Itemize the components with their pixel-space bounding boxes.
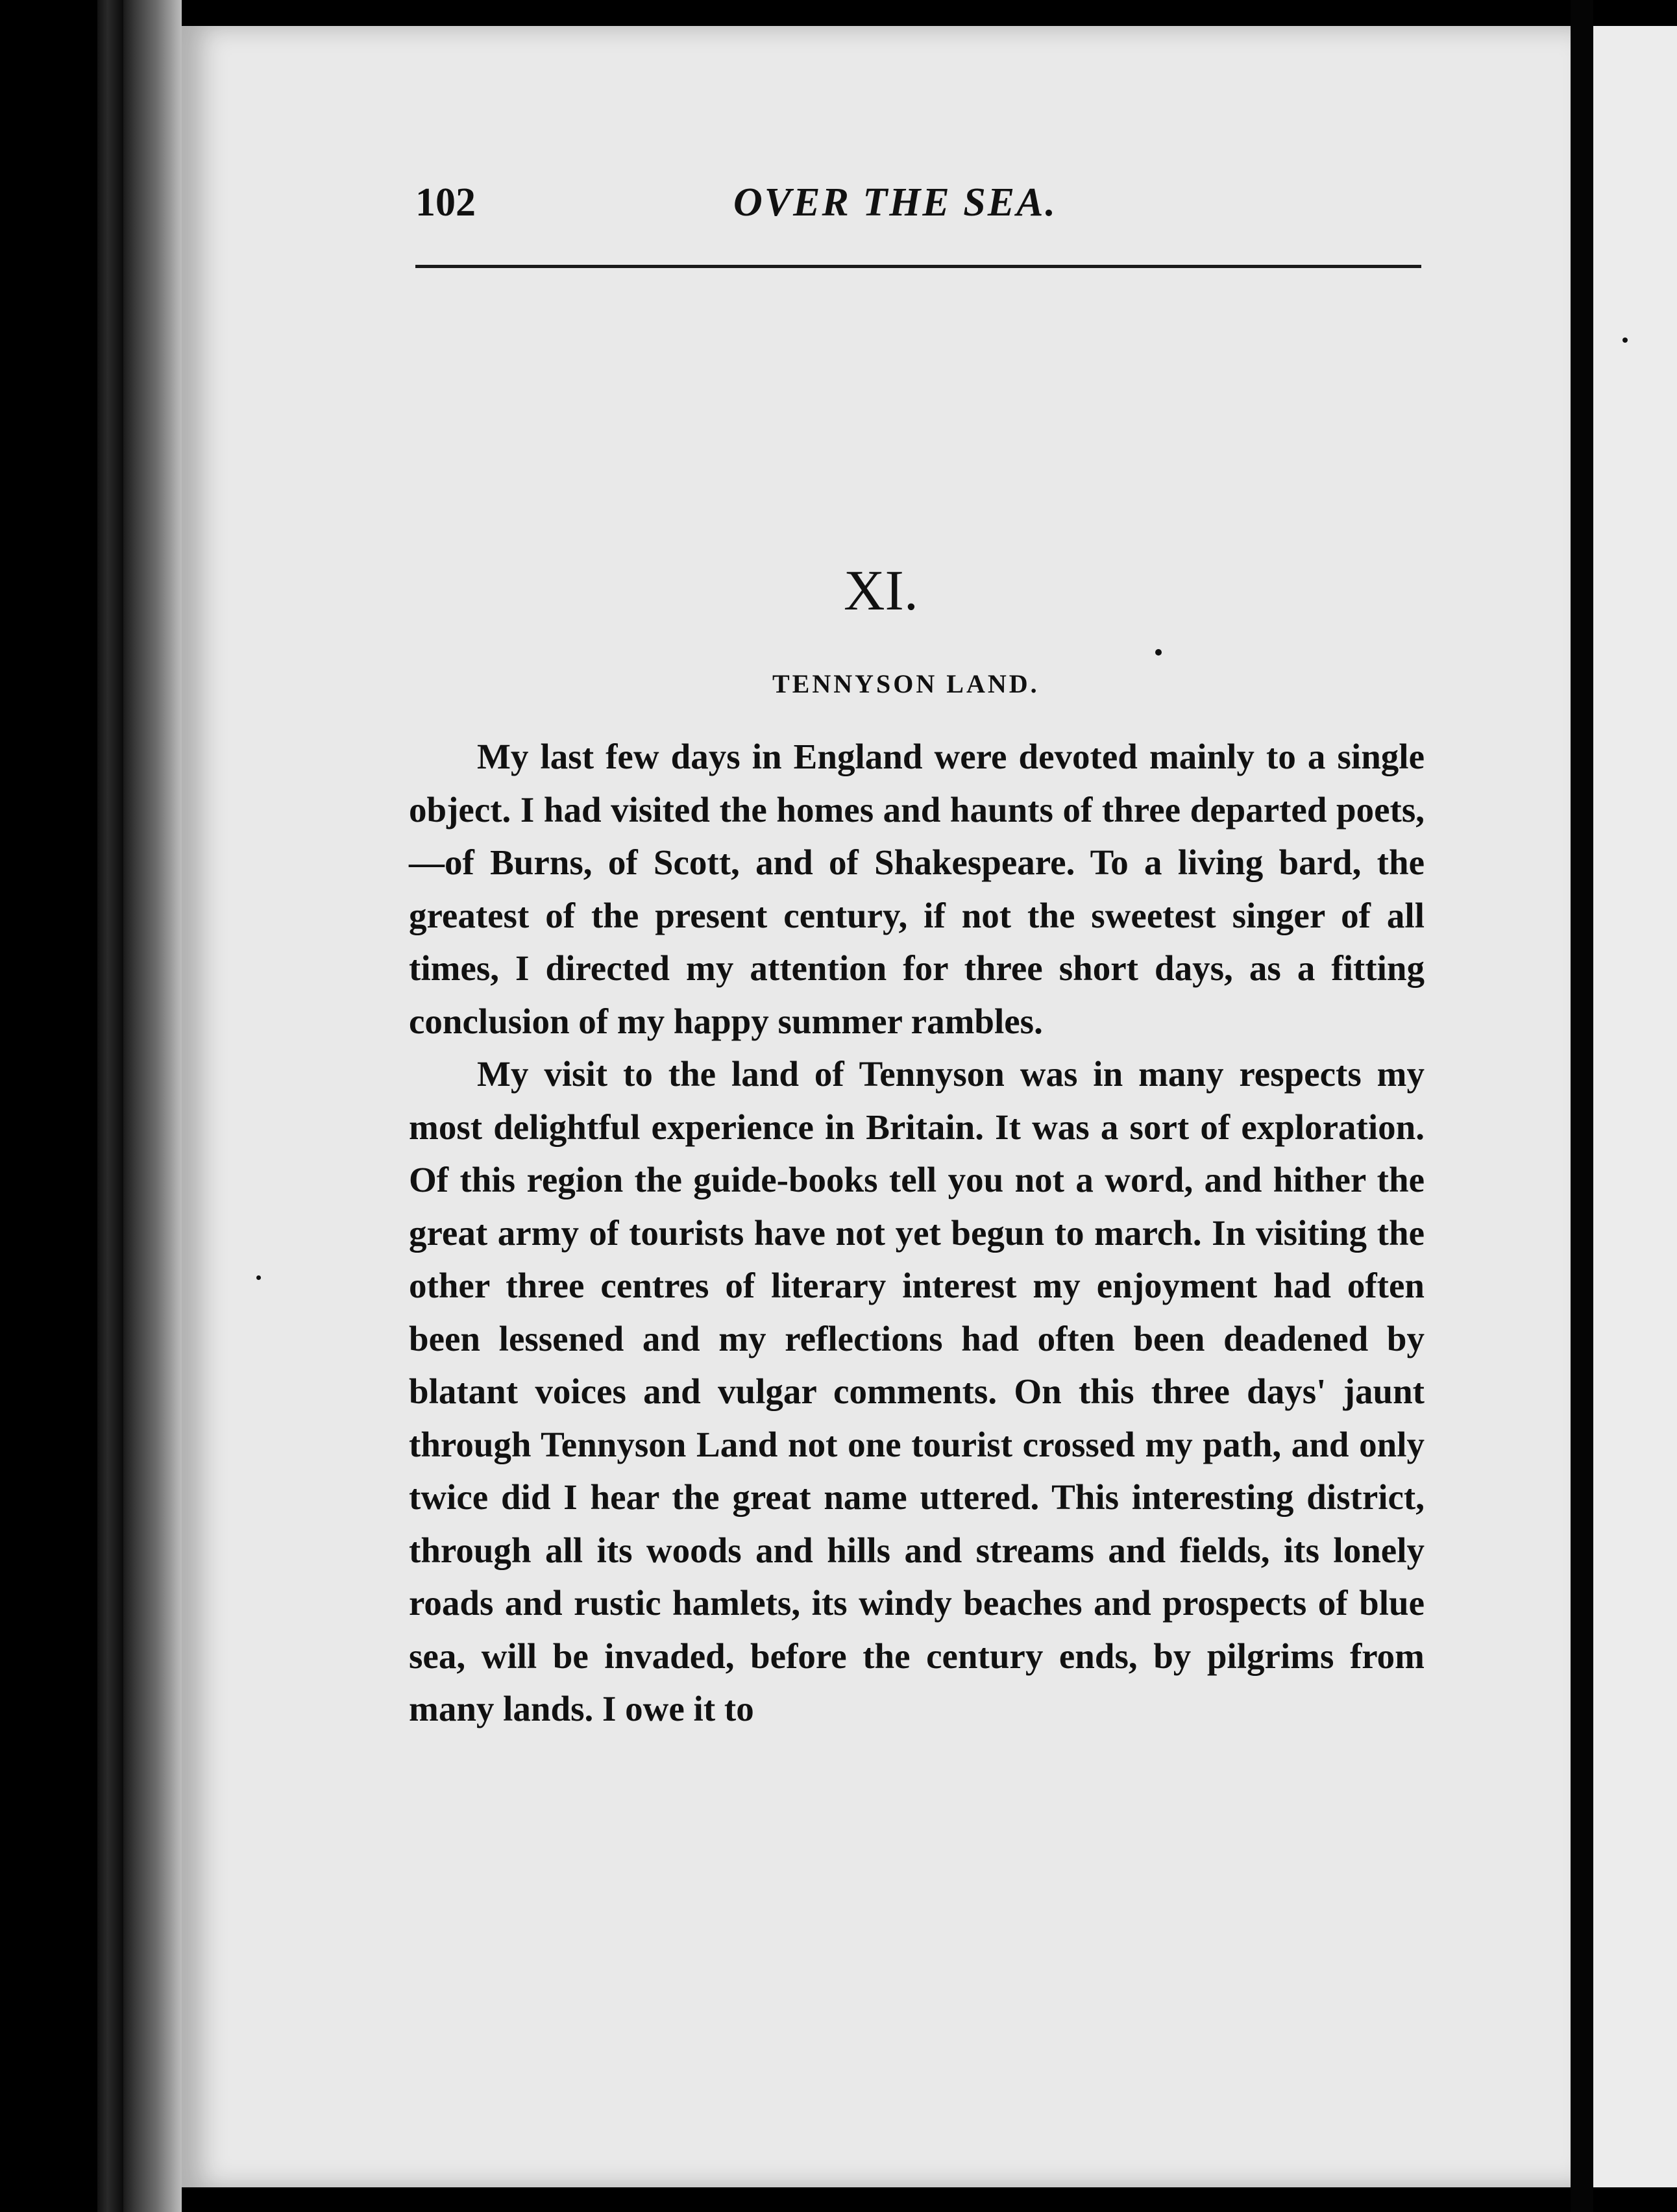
chapter-title: TENNYSON LAND. — [772, 669, 1040, 698]
ink-speck — [256, 1275, 261, 1280]
book-spine-shadow — [97, 0, 123, 2212]
adjacent-page-edge — [1593, 26, 1677, 2187]
header-rule — [415, 265, 1421, 268]
page-number: 102 — [415, 180, 476, 225]
paragraph-1: My last few days in England were devoted mainly to a single object. I had visited the homes and haunts of three departed poets,—of Burns, of Scott, and of Shakespeare. To a living bard, the greatest of the present century, if not the sweetest singer of all times, I directed my attention for three short days, as a fitting conclusion of my happy summer rambles. — [409, 737, 1425, 1041]
page-edge-gradient — [123, 0, 182, 2212]
chapter-number: XI. — [844, 559, 918, 622]
running-title: OVER THE SEA. — [733, 180, 1057, 225]
gutter-shadow — [1571, 0, 1593, 2212]
paragraph-2: My visit to the land of Tennyson was in many respects my most delightful experience in Britain. It was a sort of exploration. Of this region the guide-books tell you not a word, and hither the great army of tourists have not yet begun to march. In visiting the other three centres of literary interest my enjoyment had often been lessened and my reflections had often been deadened by blatant voices and vulgar comments. On this three days' jaunt through Tennyson Land not one tourist crossed my path, and only twice did I hear the great name uttered. This interesting district, through all its woods and hills and streams and fields, its lonely roads and rustic hamlets, its windy beaches and prospects of blue sea, will be invaded, before the century ends, by pilgrims from many lands. I owe it to — [409, 1054, 1425, 1728]
ink-speck — [1622, 338, 1628, 343]
running-header — [415, 172, 1428, 230]
ink-speck — [1155, 649, 1162, 656]
body-text — [409, 730, 1425, 1736]
